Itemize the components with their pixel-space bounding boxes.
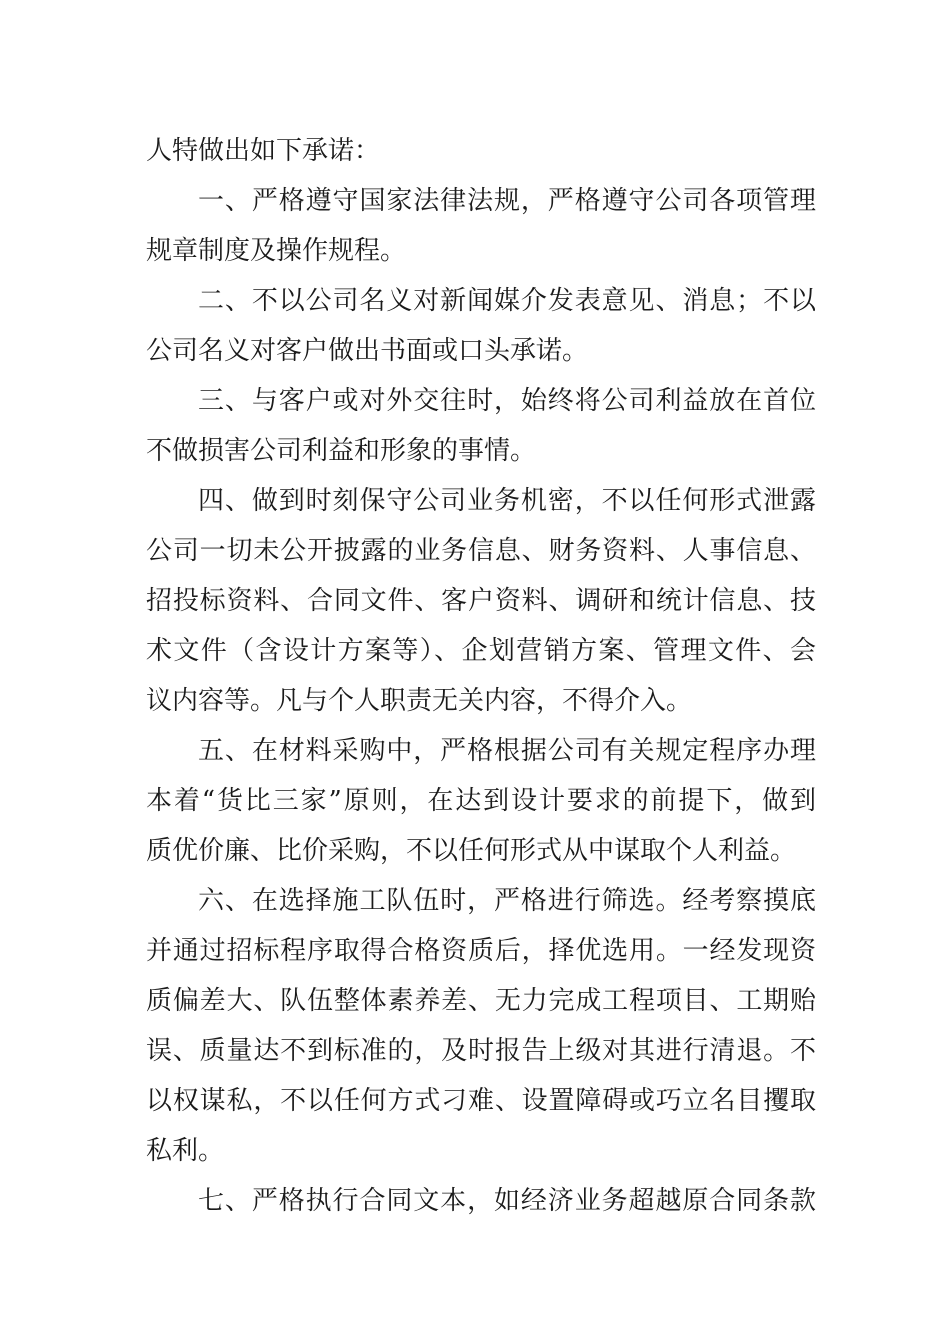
text-line: 二、不以公司名义对新闻媒介发表意见、消息；不以 [198,286,816,316]
text-line: 一、严格遵守国家法律法规，严格遵守公司各项管理 [198,186,816,216]
document-body [146,126,816,1226]
text-line: 五、在材料采购中，严格根据公司有关规定程序办理 [198,736,816,766]
text-line: 六、在选择施工队伍时，严格进行筛选。经考察摸底 [198,886,816,916]
text-line: 误、质量达不到标准的，及时报告上级对其进行清退。不 [146,1036,816,1066]
text-line: 公司一切未公开披露的业务信息、财务资料、人事信息、 [146,536,816,566]
text-line: 规章制度及操作规程。 [146,236,407,266]
text-line: 议内容等。凡与个人职责无关内容，不得介入。 [146,686,693,716]
text-line: 公司名义对客户做出书面或口头承诺。 [146,336,589,366]
text-line: 并通过招标程序取得合格资质后，择优选用。一经发现资 [146,936,816,966]
text-line: 七、严格执行合同文本，如经济业务超越原合同条款 [198,1186,816,1216]
text-line: 本着“货比三家”原则，在达到设计要求的前提下，做到 [146,786,816,816]
text-line: 四、做到时刻保守公司业务机密，不以任何形式泄露 [198,486,816,516]
text-line: 以权谋私，不以任何方式刁难、设置障碍或巧立名目攫取 [146,1086,816,1116]
text-line: 术文件（含设计方案等）、企划营销方案、管理文件、会 [146,636,816,666]
text-line: 不做损害公司利益和形象的事情。 [146,436,537,466]
text-line: 私利。 [146,1136,225,1166]
text-line: 质优价廉、比价采购，不以任何形式从中谋取个人利益。 [146,836,797,866]
text-line: 人特做出如下承诺： [146,136,381,166]
text-line: 招投标资料、合同文件、客户资料、调研和统计信息、技 [146,586,816,616]
text-line: 三、与客户或对外交往时，始终将公司利益放在首位 [198,386,816,416]
text-line: 质偏差大、队伍整体素养差、无力完成工程项目、工期贻 [146,986,816,1016]
